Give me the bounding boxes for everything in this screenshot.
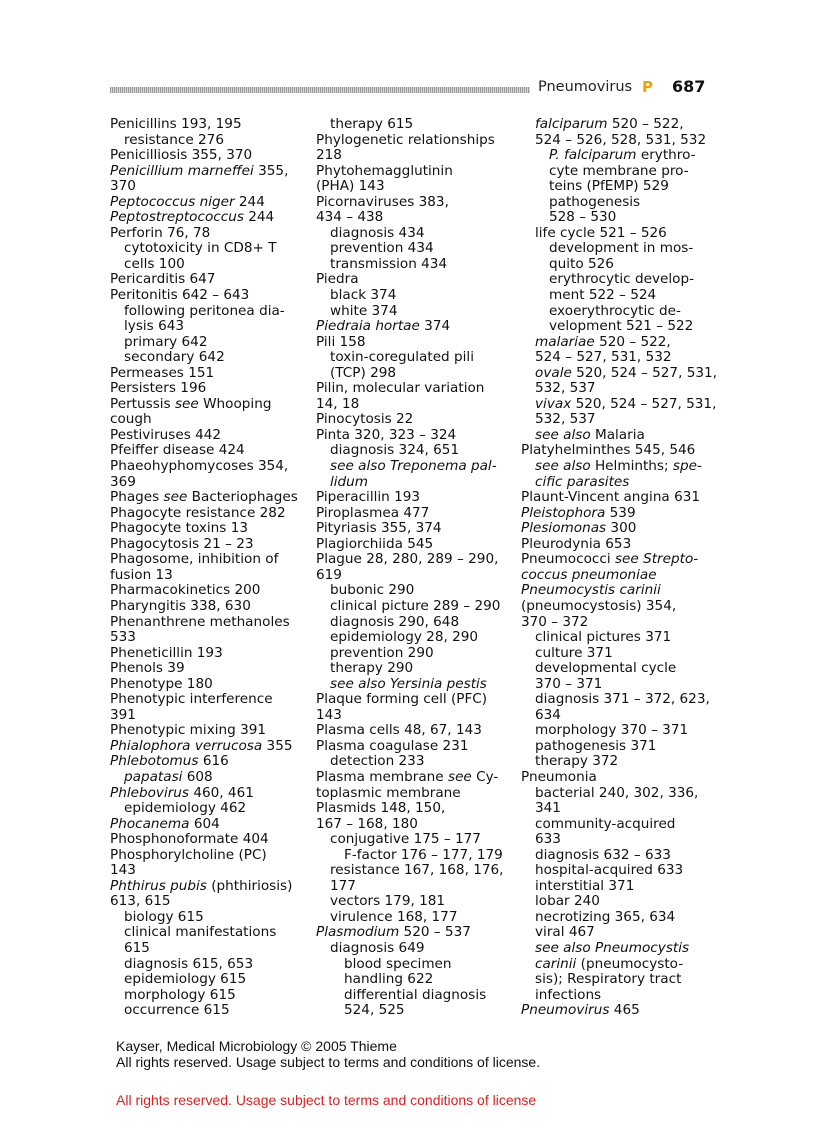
index-entry: Peptococcus niger 244	[110, 193, 265, 210]
index-entry: 14, 18	[316, 395, 360, 412]
index-column-2	[316, 117, 508, 1019]
index-entry: papatasi 608	[124, 768, 213, 785]
index-entry: 391	[110, 706, 136, 723]
index-entry: Penicillium marneffei 355,	[110, 162, 289, 179]
italic-term: coccus pneumoniae	[521, 566, 657, 583]
index-entry: bubonic 290	[330, 582, 415, 599]
index-entry: Penicillins 193, 195	[110, 116, 242, 132]
index-entry: morphology 615	[124, 986, 236, 1003]
italic-term: see also	[535, 458, 591, 475]
index-entry: diagnosis 290, 648	[330, 613, 460, 630]
index-entry: Peptostreptococcus 244	[110, 209, 275, 226]
index-entry: primary 642	[124, 333, 208, 350]
index-entry: Persisters 196	[110, 380, 207, 397]
index-entry: Phenotypic mixing 391	[110, 722, 267, 739]
index-entry	[521, 941, 711, 957]
index-entry	[521, 583, 711, 599]
index-entry: Phylogenetic relationships	[316, 131, 495, 148]
index-entry: Plasma membrane see Cy-	[316, 768, 499, 785]
footer-license-notice: All rights reserved. Usage subject to terms and conditions of license	[116, 1092, 537, 1108]
index-entry: Piedraia hortae 374	[316, 318, 451, 335]
index-entry: 634	[535, 706, 561, 723]
index-entry: Phenotypic interference	[110, 691, 273, 708]
index-entry: Plasma cells 48, 67, 143	[316, 722, 482, 739]
index-entry: clinical pictures 371	[535, 629, 672, 646]
index-entry: Pheneticillin 193	[110, 644, 223, 661]
index-entry: Pneumovirus 465	[521, 1002, 640, 1019]
index-entry: fusion 13	[110, 566, 173, 583]
index-entry: Plaunt-Vincent angina 631	[521, 489, 701, 506]
header-title: Pneumovirus	[538, 79, 633, 95]
index-entry: velopment 521 – 522	[549, 318, 694, 335]
index-entry: therapy 290	[330, 660, 414, 677]
italic-term: see	[174, 395, 199, 412]
index-entry: Platyhelminthes 545, 546	[521, 442, 696, 459]
index-entry: Piroplasmea 477	[316, 504, 430, 521]
index-entry: cough	[110, 411, 152, 428]
index-entry: Phaeohyphomycoses 354,	[110, 458, 289, 475]
index-entry: interstitial 371	[535, 877, 635, 894]
index-entry: resistance 276	[124, 131, 224, 148]
index-entry: handling 622	[344, 971, 434, 988]
index-entry: therapy 372	[535, 753, 619, 770]
index-entry: Pertussis see Whooping	[110, 395, 272, 412]
index-entry: 532, 537	[535, 380, 596, 397]
index-entry: clinical manifestations	[124, 924, 277, 941]
index-entry: Phocanema 604	[110, 815, 220, 832]
index-entry: (PHA) 143	[316, 178, 385, 195]
index-entry: epidemiology 28, 290	[330, 629, 479, 646]
index-entry: Phialophora verrucosa 355	[110, 737, 293, 754]
index-entry: teins (PfEMP) 529	[549, 178, 669, 195]
footer-copyright: Kayser, Medical Microbiology © 2005 Thieme	[116, 1038, 397, 1054]
index-entry: 143	[316, 706, 342, 723]
index-entry: life cycle 521 – 526	[535, 224, 667, 241]
italic-term: spe-	[672, 458, 702, 475]
index-entry: clinical picture 289 – 290	[330, 597, 501, 614]
index-entry: following peritonea dia-	[124, 302, 285, 319]
italic-term: see Strepto-	[614, 551, 699, 568]
header-letter: P	[642, 78, 653, 96]
index-entry: virulence 168, 177	[330, 908, 458, 925]
index-entry: Phenotype 180	[110, 675, 213, 692]
index-entry: diagnosis 371 – 372, 623,	[535, 691, 710, 708]
italic-term: P. falciparum	[549, 147, 637, 164]
index-entry: vivax 520, 524 – 527, 531,	[535, 395, 717, 412]
index-entry: conjugative 175 – 177	[330, 831, 481, 848]
index-entry: morphology 370 – 371	[535, 722, 689, 739]
index-entry: Plagiorchiida 545	[316, 535, 434, 552]
italic-term: Plasmodium	[316, 924, 400, 941]
index-column-3	[521, 116, 717, 1019]
index-entry: diagnosis 615, 653	[124, 955, 254, 972]
index-entry: Pharyngitis 338, 630	[110, 597, 251, 614]
index-entry: Phlebotomus 616	[110, 753, 229, 770]
index-entry: carinii (pneumocysto-	[535, 955, 684, 972]
index-entry: Phenanthrene methanoles	[110, 613, 290, 630]
index-entry: Plasmodium 520 – 537	[316, 924, 471, 941]
index-entry: 341	[535, 800, 561, 817]
index-entry: see also Malaria	[535, 426, 645, 443]
index-entry: (TCP) 298	[330, 364, 397, 381]
italic-term: carinii	[535, 955, 577, 972]
index-entry	[316, 459, 508, 475]
index-entry: erythrocytic develop-	[549, 271, 694, 288]
index-entry: 177	[330, 877, 356, 894]
index-entry: diagnosis 434	[330, 224, 425, 241]
index-entry: 167 – 168, 180	[316, 815, 418, 832]
index-entry: Plaque forming cell (PFC)	[316, 691, 488, 708]
index-entry: quito 526	[549, 255, 614, 272]
italic-term: Phthirus pubis	[110, 877, 207, 894]
index-entry: blood specimen	[344, 955, 452, 972]
index-entry: development in mos-	[549, 240, 694, 257]
index-entry: vectors 179, 181	[330, 893, 446, 910]
index-entry: Permeases 151	[110, 364, 215, 381]
index-entry: Pfeiffer disease 424	[110, 442, 245, 459]
index-entry: Peritonitis 642 – 643	[110, 287, 250, 304]
index-entry: Pityriasis 355, 374	[316, 520, 442, 537]
index-entry: 528 – 530	[549, 209, 617, 226]
index-entry: 615	[124, 939, 150, 956]
italic-term: Peptococcus niger	[110, 193, 235, 210]
index-entry: falciparum 520 – 522,	[535, 116, 684, 132]
index-entry: occurrence 615	[124, 1002, 230, 1019]
index-entry: pathogenesis 371	[535, 737, 657, 754]
index-entry: diagnosis 649	[330, 939, 425, 956]
italic-term: see	[447, 768, 472, 785]
index-entry: Phagosome, inhibition of	[110, 551, 279, 568]
italic-term: Phocanema	[110, 815, 190, 832]
index-entry: toplasmic membrane	[316, 784, 461, 801]
index-entry: Pneumococci see Strepto-	[521, 551, 699, 568]
index-entry	[521, 475, 711, 491]
index-entry: diagnosis 324, 651	[330, 442, 460, 459]
italic-term: see also Pneumocystis	[535, 939, 690, 956]
index-entry: Phlebovirus 460, 461	[110, 784, 254, 801]
index-entry: Phenols 39	[110, 660, 185, 677]
index-entry: Phytohemagglutinin	[316, 162, 453, 179]
italic-term: Penicillium marneffei	[110, 162, 254, 179]
index-entry: 524 – 527, 531, 532	[535, 349, 672, 366]
italic-term: see	[163, 489, 188, 506]
index-entry: Phosphorylcholine (PC)	[110, 846, 267, 863]
index-entry: Plasmids 148, 150,	[316, 800, 446, 817]
index-entry: (pneumocystosis) 354,	[521, 597, 677, 614]
index-entry: Pestiviruses 442	[110, 426, 222, 443]
header-rule	[110, 87, 530, 93]
italic-term: ovale	[535, 364, 572, 381]
page-number: 687	[672, 77, 706, 96]
index-entry: Pericarditis 647	[110, 271, 216, 288]
italic-term: Phialophora verrucosa	[110, 737, 263, 754]
index-entry: developmental cycle	[535, 660, 677, 677]
index-entry: therapy 615	[330, 116, 414, 132]
index-entry: bacterial 240, 302, 336,	[535, 784, 699, 801]
index-entry: sis); Respiratory tract	[535, 971, 682, 988]
index-entry: 619	[316, 566, 342, 583]
italic-term: falciparum	[535, 116, 608, 132]
index-entry: Penicilliosis 355, 370	[110, 147, 253, 164]
index-entry: Phosphonoformate 404	[110, 831, 269, 848]
index-entry: Plague 28, 280, 289 – 290,	[316, 551, 499, 568]
index-entry: Phages see Bacteriophages	[110, 489, 298, 506]
index-entry: Pleurodynia 653	[521, 535, 632, 552]
index-entry: Pili 158	[316, 333, 366, 350]
index-entry: Pinta 320, 323 – 324	[316, 426, 457, 443]
index-entry: Plasma coagulase 231	[316, 737, 469, 754]
italic-term: Pleistophora	[521, 504, 606, 521]
index-entry: 533	[110, 629, 136, 646]
index-entry: Pilin, molecular variation	[316, 380, 485, 397]
italic-term: lidum	[330, 473, 369, 490]
index-entry: 633	[535, 831, 561, 848]
index-entry: Plesiomonas 300	[521, 520, 637, 537]
italic-term: Pneumovirus	[521, 1002, 610, 1019]
index-entry: Phthirus pubis (phthiriosis)	[110, 877, 293, 894]
index-entry: 143	[110, 862, 136, 879]
index-entry: biology 615	[124, 908, 204, 925]
italic-term: Piedraia hortae	[316, 318, 420, 335]
index-entry: P. falciparum erythro-	[549, 147, 696, 164]
italic-term: Plesiomonas	[521, 520, 607, 537]
italic-term: Pneumocystis carinii	[521, 582, 661, 599]
italic-term: malariae	[535, 333, 595, 350]
index-entry: black 374	[330, 287, 397, 304]
index-entry: see also Helminths; spe-	[535, 458, 702, 475]
index-entry: Pleistophora 539	[521, 504, 636, 521]
italic-term: see also Yersinia pestis	[330, 675, 487, 692]
index-entry: Phagocyte toxins 13	[110, 520, 248, 537]
index-entry: lobar 240	[535, 893, 600, 910]
index-entry: toxin-coregulated pili	[330, 349, 474, 366]
index-entry: 434 – 438	[316, 209, 384, 226]
index-entry: Picornaviruses 383,	[316, 193, 449, 210]
index-entry: Perforin 76, 78	[110, 224, 211, 241]
index-entry: necrotizing 365, 634	[535, 908, 676, 925]
index-entry: cyte membrane pro-	[549, 162, 689, 179]
index-entry: lysis 643	[124, 318, 185, 335]
index-entry: 370	[110, 178, 136, 195]
index-entry: Phagocytosis 21 – 23	[110, 535, 254, 552]
index-entry: secondary 642	[124, 349, 225, 366]
italic-term: cific parasites	[535, 473, 630, 490]
index-entry: infections	[535, 986, 602, 1003]
index-entry: prevention 434	[330, 240, 434, 257]
index-entry: differential diagnosis	[344, 986, 487, 1003]
index-entry: 370 – 372	[521, 613, 589, 630]
index-entry: culture 371	[535, 644, 613, 661]
italic-term: vivax	[535, 395, 572, 412]
index-entry: 524 – 526, 528, 531, 532	[535, 131, 707, 148]
index-entry: pathogenesis	[549, 193, 641, 210]
italic-term: Phlebotomus	[110, 753, 199, 770]
index-entry: white 374	[330, 302, 398, 319]
index-entry: epidemiology 462	[124, 800, 247, 817]
index-entry: detection 233	[330, 753, 425, 770]
index-entry: transmission 434	[330, 255, 448, 272]
index-entry: Piedra	[316, 271, 359, 288]
italic-term: see also Treponema pal-	[330, 458, 497, 475]
index-entry: hospital-acquired 633	[535, 862, 684, 879]
index-entry: ment 522 – 524	[549, 287, 657, 304]
running-header	[110, 78, 706, 102]
index-entry: diagnosis 632 – 633	[535, 846, 671, 863]
index-entry: exoerythrocytic de-	[549, 302, 681, 319]
index-entry: ovale 520, 524 – 527, 531,	[535, 364, 717, 381]
index-entry: prevention 290	[330, 644, 434, 661]
index-entry: viral 467	[535, 924, 595, 941]
footer-rights: All rights reserved. Usage subject to terms and conditions of license.	[116, 1054, 541, 1070]
index-entry: cytotoxicity in CD8+ T	[124, 240, 277, 257]
index-entry	[316, 677, 508, 693]
index-entry: community-acquired	[535, 815, 676, 832]
index-entry: Piperacillin 193	[316, 489, 421, 506]
index-entry: cells 100	[124, 255, 185, 272]
index-entry: 370 – 371	[535, 675, 603, 692]
index-entry: malariae 520 – 522,	[535, 333, 671, 350]
italic-term: see also	[535, 426, 591, 443]
index-entry: epidemiology 615	[124, 971, 247, 988]
index-entry: 218	[316, 147, 342, 164]
index-entry: 524, 525	[344, 1002, 405, 1019]
index-entry: 369	[110, 473, 136, 490]
index-entry: 532, 537	[535, 411, 596, 428]
index-entry: 613, 615	[110, 893, 171, 910]
italic-term: papatasi	[124, 768, 183, 785]
index-entry: Pharmacokinetics 200	[110, 582, 261, 599]
index-entry	[316, 475, 508, 491]
index-entry: Phagocyte resistance 282	[110, 504, 286, 521]
index-entry: F-factor 176 – 177, 179	[344, 846, 503, 863]
index-column-1	[110, 117, 300, 1019]
italic-term: Phlebovirus	[110, 784, 190, 801]
index-entry	[521, 568, 711, 584]
index-entry: Pinocytosis 22	[316, 411, 414, 428]
index-entry: resistance 167, 168, 176,	[330, 862, 504, 879]
italic-term: Peptostreptococcus	[110, 209, 244, 226]
index-entry: Pneumonia	[521, 768, 597, 785]
